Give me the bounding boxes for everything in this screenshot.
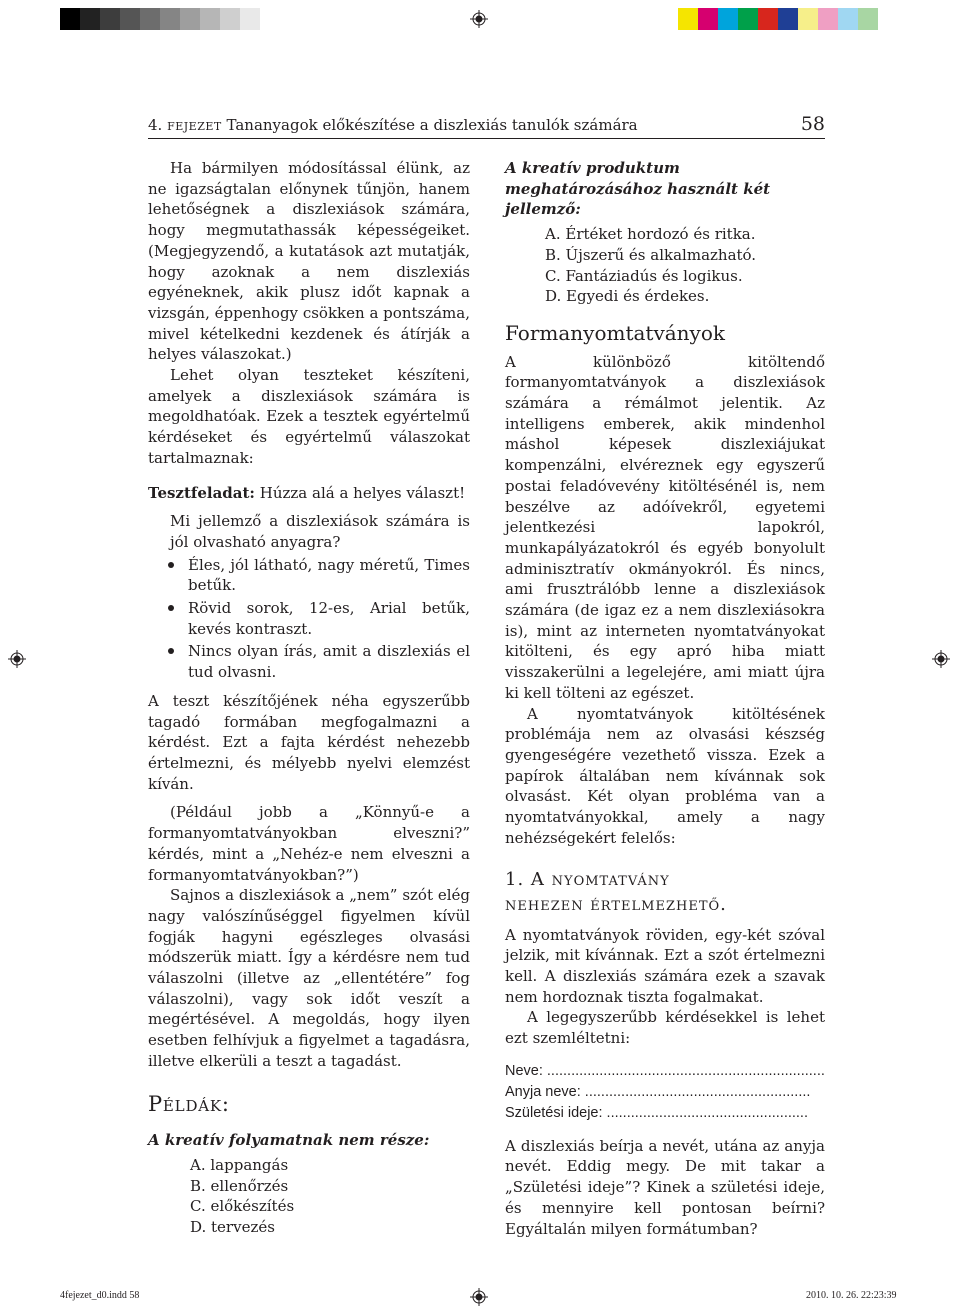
gray-swatch bbox=[200, 8, 220, 30]
list-item: A. Értéket hordozó és ritka. bbox=[545, 225, 756, 244]
color-swatch bbox=[678, 8, 698, 30]
color-swatch bbox=[858, 8, 878, 30]
example-answers bbox=[505, 224, 825, 307]
gray-swatch bbox=[120, 8, 140, 30]
paragraph: A nyomtatványok kitöltésének problémája nem az olvasási készség gyengeségére vezethető vissza. Ezek a papírok általában nem kívánnak sok olvasást. Két olyan probléma van a nyomtatványokkal, amely a nagy nehézségekért felelős: bbox=[505, 704, 825, 847]
left-column bbox=[148, 158, 470, 1238]
numbered-heading: 1. A nyomtatvány nehezen értelmezhető. bbox=[505, 868, 727, 915]
registration-mark-bottom bbox=[470, 1288, 488, 1306]
answer-options bbox=[148, 555, 470, 683]
paragraph: A diszlexiás beírja a nevét, utána az anyja nevét. Eddig megy. De mit takar a „Születési ideje”? Kinek a születési ideje, és mennyire kell pontosan beírni? Egyáltalán milyen formátumban? bbox=[505, 1136, 825, 1238]
list-item: B. Újszerű és alkalmazható. bbox=[545, 245, 757, 264]
section-heading: Formanyomtatványok bbox=[505, 320, 726, 345]
color-calibration-bar bbox=[678, 8, 878, 30]
list-item: C. Fantáziadús és logikus. bbox=[545, 266, 743, 285]
list-item: C. előkészítés bbox=[190, 1197, 295, 1216]
chapter-label: fejezet bbox=[167, 116, 222, 134]
page-number: 58 bbox=[800, 113, 825, 135]
color-swatch bbox=[698, 8, 718, 30]
slug-filename: 4fejezet_d0.indd 58 bbox=[60, 1290, 140, 1301]
slug-timestamp: 2010. 10. 26. 22:23:39 bbox=[806, 1290, 897, 1301]
list-item: B. ellenőrzés bbox=[190, 1176, 289, 1195]
form-field-line: Anyja neve: ........................................................ bbox=[505, 1083, 811, 1100]
form-example bbox=[505, 1061, 825, 1124]
color-swatch bbox=[778, 8, 798, 30]
registration-mark-top bbox=[470, 10, 488, 28]
color-swatch bbox=[818, 8, 838, 30]
examples-heading: Példák: bbox=[148, 1091, 230, 1116]
running-header bbox=[148, 114, 825, 139]
color-swatch bbox=[838, 8, 858, 30]
paragraph: Sajnos a diszlexiások a „nem” szót elég nagy valószínűséggel figyelmen kívül fogják hagyni egészleges olvasási módszerük miatt. Így a kérdésre nem tud válaszolni (illetve az „ellentétére” fog válaszolni), vagy sok időt veszít a megértésével. A megoldás, hogy ilyen esetben felhívjuk a figyelmet a tagadásra, illetve elkerüli a teszt a tagadást. bbox=[148, 886, 470, 1070]
test-task bbox=[148, 483, 470, 504]
registration-mark-left bbox=[8, 650, 26, 668]
paragraph: A különböző kitöltendő formanyomtatványok a diszlexiások számára a rémálmot jelentik. Az intelligens emberek, akik mindenhol máshol képesek diszlexiájukat kompenzálni, elvéreznek egy egyszerű postai feladóvevény kitöltésénél is, nem beszélve az adóívekről, egyetemi jelentkezési lapokról, munkapályázatokról és egyéb bonyolult adminisztratív okmányokról. És nincs, ami frusztrálóbb lenne a diszlexiások számára (de igaz ez a nem diszlexiásokra is), mint az interneten nyomtatványokat kitölteni, és egy apró hiba miatt visszakerülni a legelejére, ami miatt újra ki kell tölteni az egészet. bbox=[505, 352, 825, 702]
gray-swatch bbox=[180, 8, 200, 30]
test-question: Mi jellemző a diszlexiások számára is jól olvasható anyagra? bbox=[170, 512, 470, 551]
chapter-name: Tananyagok előkészítése a diszlexiás tanulók számára bbox=[226, 116, 638, 134]
paragraph: Lehet olyan teszteket készíteni, amelyek a diszlexiások számára is megoldhatóak. Ezek a tesztek egyértelmű kérdéseket és egyértelmű válaszokat tartalmaznak: bbox=[148, 366, 470, 467]
list-item: Rövid sorok, 12-es, Arial betűk, kevés kontraszt. bbox=[188, 599, 470, 638]
color-swatch bbox=[758, 8, 778, 30]
gray-swatch bbox=[160, 8, 180, 30]
example-question: A kreatív folyamatnak nem része: bbox=[148, 1131, 430, 1150]
list-item: Nincs olyan írás, amit a diszlexiás el tud olvasni. bbox=[188, 642, 470, 682]
example-answers bbox=[148, 1155, 470, 1238]
gray-swatch bbox=[140, 8, 160, 30]
registration-mark-right bbox=[932, 650, 950, 668]
chapter-title: 4. fejezet Tananyagok előkészítése a diszlexiás tanulók számára bbox=[148, 116, 638, 134]
list-item: Éles, jól látható, nagy méretű, Times betűk. bbox=[188, 555, 470, 595]
form-field-line: Neve: ..................................................................... bbox=[505, 1062, 825, 1079]
paragraph: (Például jobb a „Könnyű-e a formanyomtatványokban elveszni?” kérdés, mint a „Nehéz-e nem elveszni a formanyomtatványokban?”) bbox=[148, 803, 470, 884]
gray-swatch bbox=[60, 8, 80, 30]
task-instruction: Húzza alá a helyes választ! bbox=[259, 483, 466, 502]
form-field-line: Születési ideje: .................................................. bbox=[505, 1104, 808, 1121]
grayscale-calibration-bar bbox=[60, 8, 260, 30]
paragraph: A nyomtatványok röviden, egy-két szóval jelzik, mit kívánnak. Ezt a szót értelmezni kell. A diszlexiás számára ezek a szavak nem hordoznak tiszta fogalmakat. bbox=[505, 925, 825, 1006]
gray-swatch bbox=[240, 8, 260, 30]
color-swatch bbox=[798, 8, 818, 30]
paragraph: Ha bármilyen módosítással élünk, az ne igazságtalan előnynek tűnjön, hanem lehetőségnek a diszlexiások számára, hogy megmutathassák képességeiket. (Megjegyzendő, a kutatások azt mutatják, hogy azoknak a nem diszlexiás egyéneknek, akik plusz időt kapnak a vizsgán, éppenhogy csökken a pontszáma, mivel kételkedni kezdenek és átírják a helyes válaszokat.) bbox=[148, 159, 470, 364]
list-item: A. lappangás bbox=[190, 1155, 289, 1174]
gray-swatch bbox=[220, 8, 240, 30]
paragraph: A legegyszerűbb kérdésekkel is lehet ezt szemléltetni: bbox=[505, 1008, 825, 1048]
gray-swatch bbox=[80, 8, 100, 30]
gray-swatch bbox=[100, 8, 120, 30]
list-item: D. tervezés bbox=[190, 1218, 275, 1237]
paragraph: A teszt készítőjének néha egyszerűbb tagadó formában megfogalmazni a kérdést. Ezt a fajta kérdést nehezebb értelmezni, és mélyebb nyelvi elemzést kíván. bbox=[148, 691, 470, 793]
color-swatch bbox=[738, 8, 758, 30]
task-label: Tesztfeladat: bbox=[148, 483, 255, 502]
list-item: D. Egyedi és érdekes. bbox=[545, 287, 710, 306]
example-question: A kreatív produktum meghatározásához használt két jellemző: bbox=[505, 159, 771, 219]
color-swatch bbox=[718, 8, 738, 30]
right-column bbox=[505, 158, 825, 1239]
